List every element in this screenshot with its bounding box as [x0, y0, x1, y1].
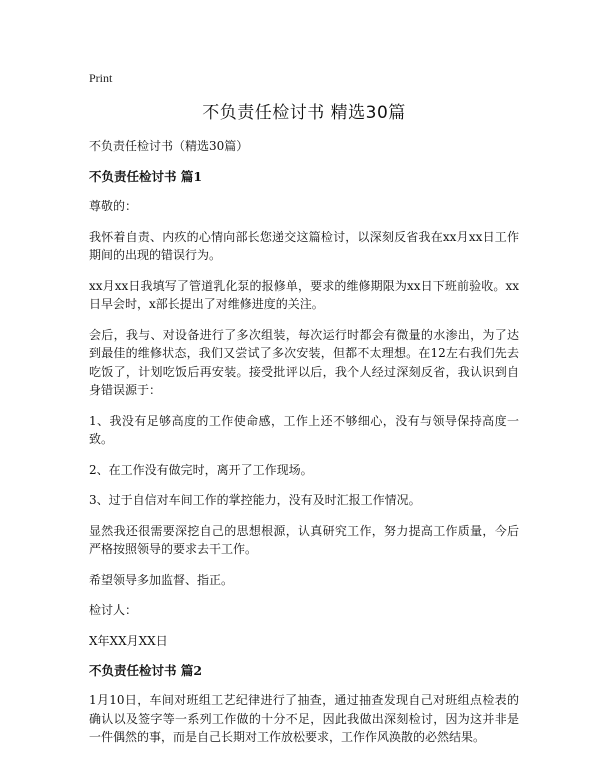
list-item: 3、过于自信对车间工作的掌控能力，没有及时汇报工作情况。 — [89, 493, 421, 507]
section-1 — [89, 168, 519, 650]
list-item: 2、在工作没有做完时，离开了工作现场。 — [89, 462, 313, 477]
paragraph: xx月xx日我填写了管道乳化泵的报修单，要求的维修期限为xx日下班前验收。xx日早会时，x部长提出了对维修进度的关注。 — [89, 278, 519, 311]
date-line: X年XX月XX日 — [89, 633, 168, 648]
paragraph: 我怀着自责、内疚的心情向部长您递交这篇检讨，以深刻反省我在xx月xx日工作期间的出现的错误行为。 — [89, 229, 519, 262]
paragraph: 显然我还很需要深挖自己的思想根源，认真研究工作，努力提高工作质量，今后严格按照领导的要求去干工作。 — [89, 523, 519, 556]
section-heading: 不负责任检讨书 篇1 — [89, 169, 203, 184]
section-heading: 不负责任检讨书 篇2 — [89, 663, 203, 678]
document-title: 不负责任检讨书 精选30篇 — [202, 103, 406, 123]
paragraph: 希望领导多加监督、指正。 — [89, 572, 234, 587]
paragraph: 会后，我与、对设备进行了多次组装，每次运行时都会有微量的水渗出，为了达到最佳的维修状态，我们又尝试了多次安装，但都不太理想。在12左右我们先去吃饭了，计划吃饭后再安装。接受批评以后，我个人经过深刻反省，我认识到自身错误源于： — [89, 327, 519, 397]
signature-label: 检讨人： — [89, 603, 138, 617]
document-subtitle: 不负责任检讨书（精选30篇） — [89, 139, 249, 153]
list-item: 1、我没有足够高度的工作使命感，工作上还不够细心，没有与领导保持高度一致。 — [89, 413, 519, 446]
print-link[interactable]: Print — [89, 71, 113, 85]
document-page — [89, 70, 519, 759]
section-2 — [89, 662, 519, 747]
salutation: 尊敬的： — [89, 199, 138, 213]
paragraph: 1月10日，车间对班组工艺纪律进行了抽查，通过抽查发现自己对班组点检表的确认以及签字等一系列工作做的十分不足，因此我做出深刻检讨，因为这并非是一件偶然的事，而是自己长期对工作放松要求，工作作风涣散的必然结果。 — [89, 693, 519, 744]
